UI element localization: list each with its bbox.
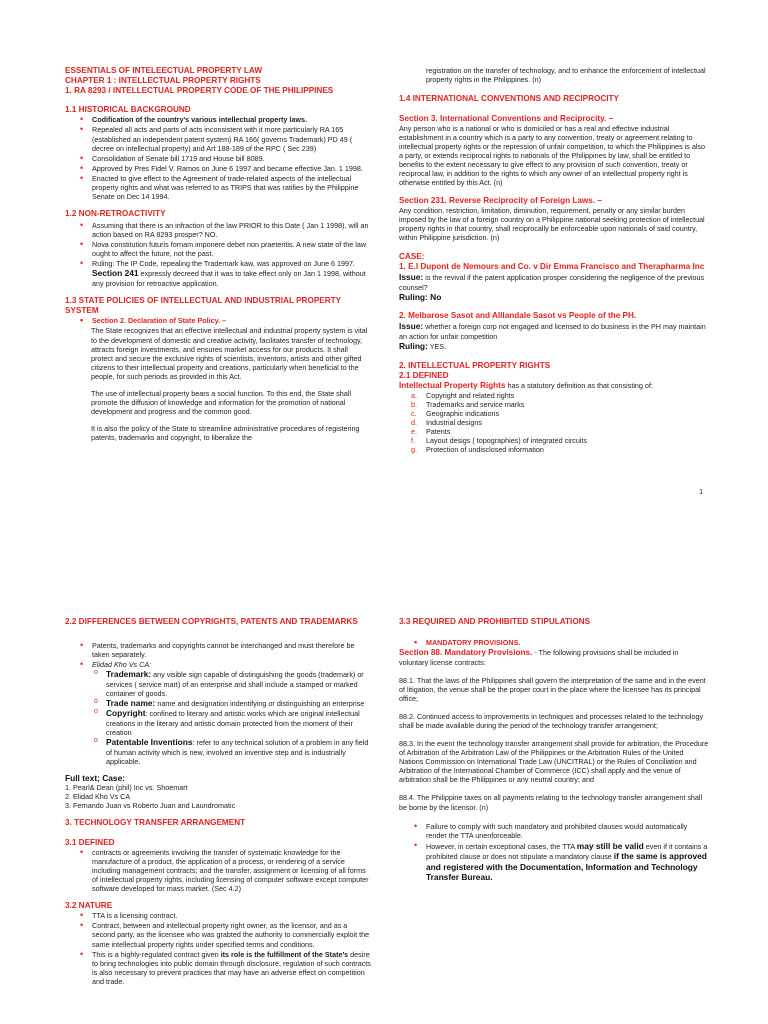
list-item: • Failure to comply with such mandatory and prohibited clauses would automatically render the TTA unenforceable. [399,822,709,840]
paragraph: The State recognizes that an effective intellectual and industrial property system is vital to the development of domestic and creative activity, facilitates transfer of technology, attracts foreign investments, and ensures market access for our products. It shall protect and secure the exclusive rights of scientists, inventors, artists and other gifted citizens to their intellectual property and creations, particularly when beneficial to the people, for such periods as provided in this Act. [91,326,368,381]
list-item: 2. Elidad Kho Vs CA [65,792,131,802]
list-item: • Codification of the country’s various intellectual property laws. [65,115,371,124]
case-label: CASE: [399,252,425,262]
section-231-heading: Section 231. Reverse Reciprocity of Foreign Laws. – [399,196,602,206]
ip-rights-list [399,391,709,454]
section-3-heading: Section 3. International Conventions and Reciprocity. – [399,113,614,123]
section-1-1-title: 1.1 HISTORICAL BACKGROUND [65,104,191,114]
case-1-title: 1. E.I Dupont de Nemours and Co. v Dir Emma Francisco and Therapharma Inc [399,262,705,272]
doc-title: ESSENTIALS OF INTELEECTUAL PROPERTY LAW [65,66,263,75]
list-item: • Section 2. Declaration of State Policy. – [65,316,371,325]
list-item: • Consolidation of Senate bill 1719 and House bill 8089. [65,154,371,163]
case-2-title: 2. Melbarose Sasot and Alllandale Sasot vs People of the PH. [399,311,637,321]
section-3-2-list [65,911,371,986]
list-item: f. Layout desigs ( topographies) of integrated circuits [399,436,709,445]
section-3-1-title: 3.1 DEFINED [65,838,115,848]
section-2-1-title: 2.1 DEFINED [399,371,449,381]
list-item: • Ruling: The IP Code, repealing the Trademark kaw, was approved on June 6 1997. Section 241 expressly decreed that it was to take effect only on Jan 1 1998, without any provision for retroactive application. [65,259,371,288]
section-2-2-title: 2.2 DIFFERENCES BETWEEN COPYRIGHTS, PATENTS AND TRADEMARKS [65,617,358,626]
section-1-1-list [65,115,371,201]
list-item: • This is a highly-regulated contract given its role is the fulfillment of the State’s desire to bring technologies into public domain through disclosure, regulation of such contracts is also necessary to prevent practices that may have an adverse effect on competition and trade. [65,950,371,986]
list-item: o Patentable Inventions: refer to any technical solution of a problem in any field of human activity which is new, involved an inventive step and is industrially applicable. [92,737,371,766]
mandatory-list [399,638,709,647]
section-2-1-lead: Intellectual Property Rights has a statutory definition as that consisting of: [399,381,653,390]
section-1-3-title: 1.3 STATE POLICIES OF INTELLECTUAL AND INDUSTRIAL PROPERTY SYSTEM [65,295,341,315]
section-2-2-list [65,641,371,766]
page1-left-column [65,66,371,442]
list-item: o Trade name: name and designation indentifying or distinguishing an enterprise [92,698,371,709]
list-item: 3. Fernando Juan vs Roberto Juan and Laundromatic [65,801,236,811]
list-item: • contracts or agreements involving the transfer of systematic knowledge for the manufacture of a product, the application of a process, or rendering of a service including management contracts; and the transfer, assignment or licensing of all forms of intellectual property rights, including licensing of computer software except computer software developed for mass market. (Sec 4.2) [65,848,371,893]
paragraph: 88.1. That the laws of the Philippines shall govern the interpretation of the same and in the event of litigation, the venue shall be the proper court in the place where the licensee has its principal office; [399,675,706,703]
definitions-list [92,669,371,766]
paragraph: 88.4. The Philippine taxes on all payments relating to the technology transfer arrangement shall be borne by the licensor. (n) [399,793,703,812]
list-item: e. Patents [399,427,709,436]
section-1-2-list [65,221,371,288]
list-item: c. Geographic indications [399,409,709,418]
page1-right-column [399,66,709,454]
paragraph: It is also the policy of the State to streamline administrative procedures of registering patents, trademarks and copyright, to liberalize the [91,424,360,443]
list-item: • Assuming that there is an infraction of the law PRIOR to this Date ( Jan 1 1998), will an action based on RA 8293 prosper? NO. [65,221,371,239]
list-item: o Trademark: any visible sign capable of distinguishing the goods (trademark) or services ( service mart) of an enterprise and shall include a stamped or marked container of goods. [92,669,371,698]
list-item: d. Industrial designs [399,418,709,427]
paragraph: registration on the transfer of technology, and to enhance the enforcement of intellectual property rights in the Philippines. (n) [426,66,706,85]
list-item: • MANDATORY PROVISIONS. [399,638,709,647]
list-item: 1. Pearl& Dean (phil) Inc vs. Shoemart [65,783,188,793]
section-1-title: 1. RA 8293 / INTELLECTUAL PROPERTY CODE OF THE PHILIPPINES [65,85,334,95]
list-item: • Enacted to give effect to the Agreement of trade-related aspects of the intellectual property rights and what was referred to as TRIPS that was ratifies by the Philippine Senate on Dec 14 1994. [65,174,371,201]
page-number: 1 [699,489,703,496]
section-3-title: 3. TECHNOLOGY TRANSFER ARRANGEMENT [65,818,246,828]
page2-left-column [65,617,371,987]
list-item: • Repealed all acts and parts of acts inconsistent with it more particularly RA 165 (established an independent patent system) RA 166( governs Trademark) PD 49 ( decree on intellectual property) and Art 188-189 of the RPC ( Sec 239) [65,125,371,152]
paragraph: The use of intellectual property bears a social function. To this end, the State shall promote the diffusion of knowledge and information for the promotion of national development and progress and the common good. [91,388,351,416]
section-1-3-list [65,316,371,325]
case-1-issue: Issue: is the revival if the patent application prosper considering the negligence of the previous counsel? [399,272,705,292]
page2-right-column [399,617,709,884]
list-item: a. Copyright and related rights [399,391,709,400]
section-1-2-title: 1.2 NON-RETROACTIVITY [65,208,166,218]
section-2-title: 2. INTELLECTUAL PROPERTY RIGHTS [399,361,551,371]
section-1-4-title: 1.4 INTERNATIONAL CONVENTIONS AND RECIPROCITY [399,94,620,104]
list-item: • However, in certain exceptional cases, the TTA may still be valid even if it contains a prohibited clause or does not stipulate a mandatory clause if the same is approved and registered with the Documentation, Information and Technology Transfer Bureau. [399,841,709,883]
list-item: • Elidad Kho Vs CA: o Trademark: any visible sign capable of distinguishing the goods (trademark) or services ( service mart) of an enterprise and shall include a stamped or marked container of goods. o Trade name: name and designation indentifying or distinguishing an enterprise o Copyright: confined to literary and artistic works which are original intellectual creations in the literary and artistic domain protected from the moment of their creation o Patentable Inventions: refer to any technical solution of a problem in any field of human activity which is new, involved an inventive step and is industrially applicable. [65,660,371,766]
paragraph: Any person who is a national or who is domiciled or has a real and effective industrial establishment in a country which is a party to any convention, treaty or agreement relating to intellectual property rights or the repression of unfair competition, to which the Philippines is also a party, or extends reciprocal rights to nationals of the Philippines by law, shall be entitled to benefits to the extent necessary to give effect to any provision of such convention, treaty or reciprocal law, in addition to the rights to which any owner of an intellectual property right is otherwise entitled by this Act. (n) [399,123,706,188]
list-item: b. Trademarks and service marks [399,400,709,409]
full-text-label: Full text; Case: [65,772,126,783]
paragraph: Any condition, restriction, limitation, diminution, requirement, penalty or any similar burden imposed by the law of a foreign country on a Philippine national seeking protection of intellectual property rights in that country, shall reciprocally be enforceable upon nationals of said country, within Philippine jurisdiction. (n) [399,206,705,243]
chapter-title: CHAPTER 1 : INTELLECTUAL PROPERTY RIGHTS [65,75,261,85]
list-item: • TTA is a licensing contract. [65,911,371,920]
paragraph: 88.3. In the event the technology transfer arrangement shall provide for arbitration, the Procedure of Arbitration of the Arbitration Law of the Philippines or the Arbitration Rules of the United Nations Commission on International Trade Law (UNCITRAL) or the Rules of Conciliation and Arbitration of the International Chamber of Commerce (ICC) shall apply and the venue of arbitration shall be the Philippines or any neutral country; and [399,739,709,785]
list-item: g. Protection of undisclosed information [399,445,709,454]
list-item: o Copyright: confined to literary and artistic works which are original intellectual creations in the literary and artistic domain protected from the moment of their creation [92,708,371,737]
list-item: • Patents, trademarks and copyrights cannot be interchanged and must therefore be taken separately. [65,641,371,659]
case-2-ruling: Ruling: YES. [399,340,447,351]
list-item: • Approved by Pres Fidel V. Ramos on June 6 1997 and became effective Jan. 1 1998. [65,164,371,173]
section-3-1-list [65,848,371,893]
section-3-3-title: 3.3 REQUIRED AND PROHIBITED STIPULATIONS [399,617,591,626]
section-3-2-title: 3.2 NATURE [65,901,113,911]
section-2-body [65,326,371,442]
tta-validity-list [399,822,709,883]
list-item: • Nova constitution futuris fornam imponere debet non praeteritis. A new state of the law ought to affect the future, not the past. [65,240,371,258]
case-2-issue: Issue: whether a foreign corp not engaged and licensed to do business in the PH may maintain an action for unfair competition [399,321,706,341]
list-item: • Contract, between and intellectual property right owner, as the licensor, and as a second party, as the licensee who was grabted the authority to commercially exploit the same intellectual property rights under specified terms and conditions. [65,921,371,948]
section-88-lead: Section 88. Mandatory Provisions. - The following provisions shall be included in voluntary license contracts: [399,647,679,667]
case-1-ruling: Ruling: No [399,291,442,302]
paragraph: 88.2. Continued access to improvements in techniques and processes related to the technology shall be made available during the period of the technology transfer arrangement; [399,712,704,731]
